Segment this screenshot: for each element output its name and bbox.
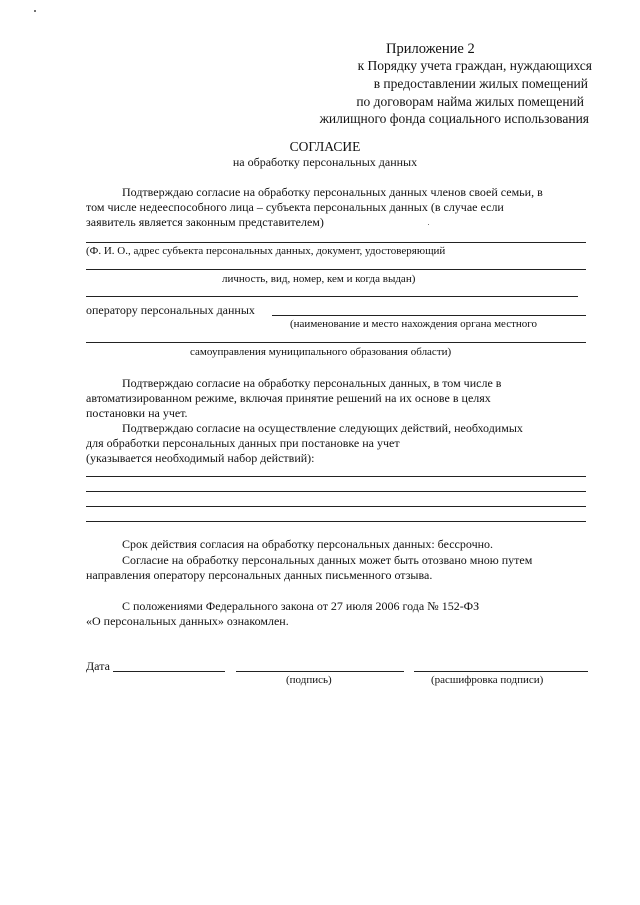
scan-speck [34, 10, 36, 12]
law-line-2: «О персональных данных» ознакомлен. [86, 614, 289, 628]
intro-line-3: заявитель является законным представителем) [86, 215, 324, 229]
appendix-title: Приложение 2 [386, 41, 475, 57]
date-label: Дата [86, 659, 110, 673]
operator-field-line-1[interactable] [272, 315, 586, 316]
scan-speck [428, 224, 429, 225]
operator-caption-1: (наименование и место нахождения органа местного [290, 318, 538, 330]
validity-line-1: Срок действия согласия на обработку персональных данных: бессрочно. [122, 537, 494, 551]
actions-line-2: для обработки персональных данных при постановке на учет [86, 436, 400, 450]
operator-label: оператору персональных данных [86, 303, 255, 317]
subject-field-line-2[interactable] [86, 269, 586, 270]
header-line-4: жилищного фонда социального использования [319, 111, 589, 126]
law-line-1: С положениями Федерального закона от 27 июля 2006 года № 152-ФЗ [122, 599, 480, 613]
signature-decode-caption: (расшифровка подписи) [431, 674, 544, 686]
signature-field-line[interactable] [236, 671, 404, 672]
header-line-1: к Порядку учета граждан, нуждающихся [357, 58, 592, 73]
actions-field-line-3[interactable] [86, 506, 586, 507]
actions-line-1: Подтверждаю согласие на осуществление следующих действий, необходимых [122, 421, 523, 435]
date-field-line[interactable] [113, 671, 225, 672]
signature-decode-field-line[interactable] [414, 671, 588, 672]
header-line-2: в предоставлении жилых помещений [373, 76, 588, 91]
document-subtitle: на обработку персональных данных [232, 155, 418, 169]
signature-caption: (подпись) [286, 674, 332, 686]
operator-field-line-2[interactable] [86, 342, 586, 343]
subject-caption-2: личность, вид, номер, кем и когда выдан) [222, 273, 416, 285]
auto-line-3: постановки на учет. [86, 406, 188, 420]
actions-field-line-2[interactable] [86, 491, 586, 492]
intro-line-1: Подтверждаю согласие на обработку персональных данных членов своей семьи, в [122, 185, 543, 199]
intro-line-2: том числе недееспособного лица – субъекта персональных данных (в случае если [86, 200, 504, 214]
auto-line-1: Подтверждаю согласие на обработку персональных данных, в том числе в [122, 376, 502, 390]
validity-line-3: направления оператору персональных данных письменного отзыва. [86, 568, 433, 582]
actions-field-line-4[interactable] [86, 521, 586, 522]
actions-line-3: (указывается необходимый набор действий): [86, 451, 315, 465]
auto-line-2: автоматизированном режиме, включая принятие решений на их основе в целях [86, 391, 491, 405]
header-line-3: по договорам найма жилых помещений [356, 94, 584, 109]
subject-caption-1: (Ф. И. О., адрес субъекта персональных данных, документ, удостоверяющий [86, 245, 446, 257]
actions-field-line-1[interactable] [86, 476, 586, 477]
subject-field-line-3[interactable] [86, 296, 578, 297]
operator-caption-2: самоуправления муниципального образования области) [190, 346, 452, 358]
subject-field-line-1[interactable] [86, 242, 586, 243]
validity-line-2: Согласие на обработку персональных данных может быть отозвано мною путем [122, 553, 533, 567]
document-title: СОГЛАСИЕ [289, 139, 361, 154]
